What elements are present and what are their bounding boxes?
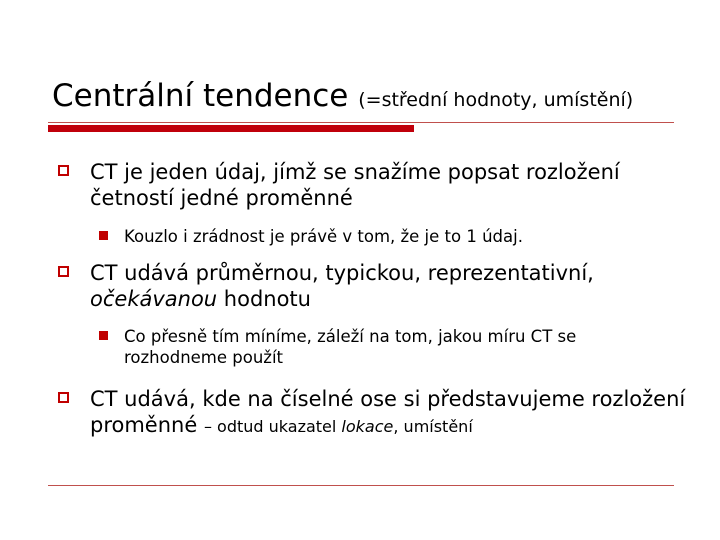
bullet-2-sub xyxy=(99,326,679,368)
bullet-1-sub xyxy=(99,226,679,247)
filled-square-bullet-icon xyxy=(99,331,108,340)
hollow-square-bullet-icon xyxy=(58,392,69,403)
bullet-2 xyxy=(58,260,688,312)
bullet-2-sub-text: Co přesně tím míníme, záleží na tom, jakou míru CT se rozhodneme použít xyxy=(124,327,577,367)
bullet-2-text-italic: očekávanou xyxy=(90,287,218,311)
bullet-1 xyxy=(58,159,688,211)
bullet-3-small-start: – odtud ukazatel xyxy=(203,417,342,436)
bullet-1-sub-text: Kouzlo i zrádnost je právě v tom, že je to 1 údaj. xyxy=(124,227,523,246)
footer-divider xyxy=(48,485,674,486)
slide-title-main: Centrální tendence xyxy=(52,78,359,114)
bullet-2-text-start: CT udává průměrnou, typickou, reprezentativní, xyxy=(90,261,594,285)
hollow-square-bullet-icon xyxy=(58,165,69,176)
hollow-square-bullet-icon xyxy=(58,266,69,277)
title-divider xyxy=(48,122,674,123)
bullet-3-text xyxy=(90,386,688,440)
bullet-3-text-start: CT udává, kde na číselné ose si představujeme rozložení proměnné xyxy=(90,387,686,437)
bullet-3-small-end: , umístění xyxy=(393,417,473,436)
bullet-3-text-small xyxy=(204,417,473,436)
bullet-1-text: CT je jeden údaj, jímž se snažíme popsat rozložení četností jedné proměnné xyxy=(90,160,620,210)
bullet-3-small-italic: lokace xyxy=(341,417,394,436)
filled-square-bullet-icon xyxy=(99,231,108,240)
slide-title xyxy=(52,74,633,122)
slide-title-subtitle: (=střední hodnoty, umístění) xyxy=(358,89,634,111)
bullet-2-text xyxy=(90,260,688,312)
bullet-2-text-end: hodnotu xyxy=(217,287,311,311)
title-accent-bar xyxy=(48,125,414,132)
bullet-3 xyxy=(58,386,688,440)
